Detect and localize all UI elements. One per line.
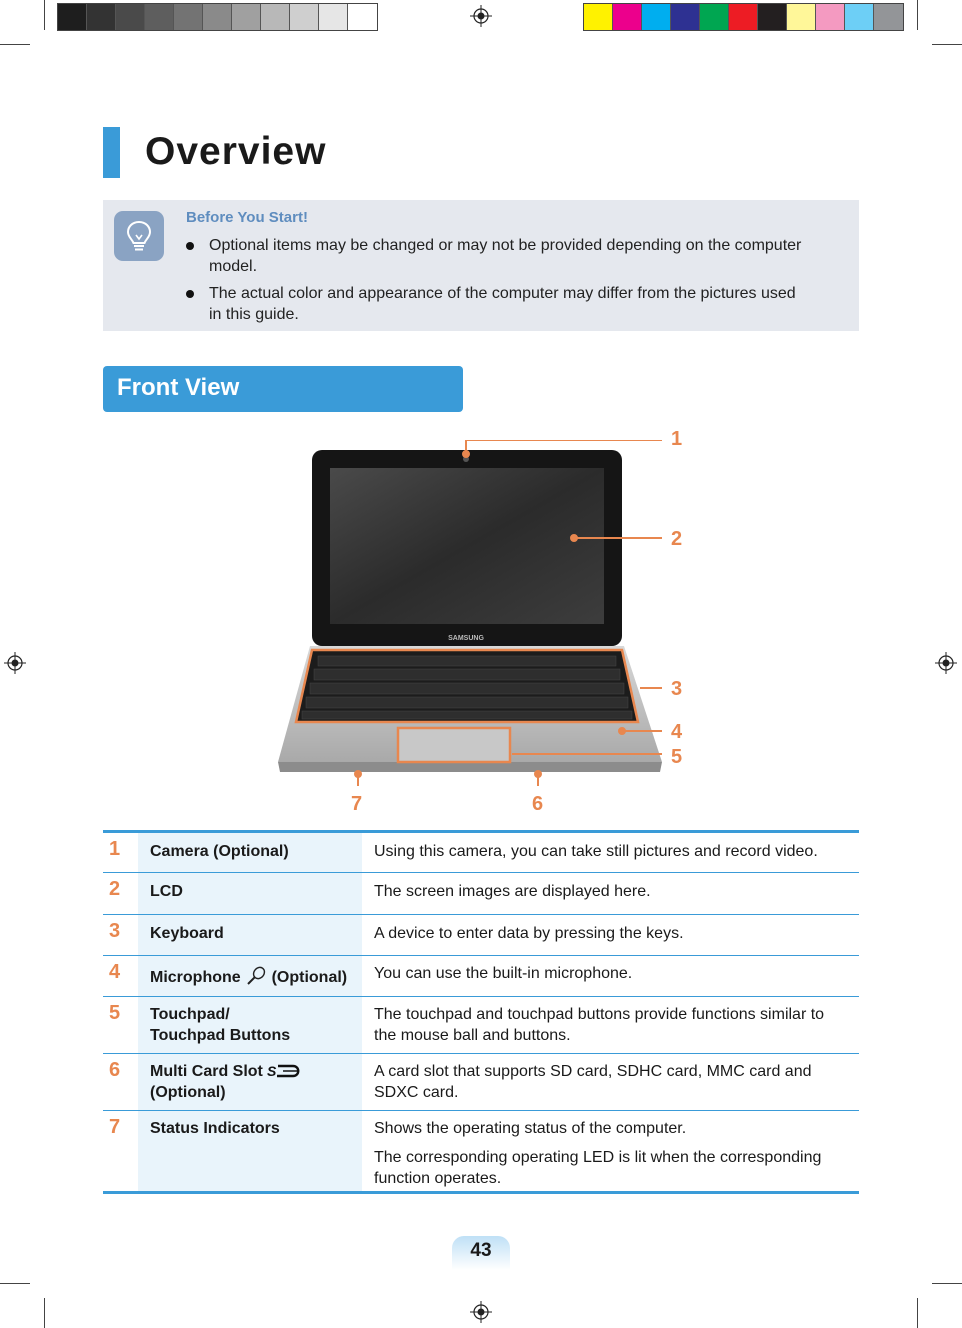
row-number: 1	[109, 838, 121, 860]
row-description: A device to enter data by pressing the keys.	[374, 925, 684, 942]
crop-mark	[932, 1283, 962, 1284]
process-color-bar	[583, 3, 904, 31]
component-name: Camera (Optional)	[150, 843, 289, 860]
row-description	[374, 1061, 856, 1103]
crop-mark	[44, 1298, 45, 1328]
table-row	[103, 1054, 859, 1111]
component-name-text: Microphone	[150, 969, 241, 986]
crop-mark	[932, 44, 962, 45]
crop-mark	[0, 44, 30, 45]
callout-number: 5	[671, 746, 683, 768]
table-row	[103, 956, 859, 997]
touchpad	[398, 728, 510, 762]
callout-number: 7	[351, 793, 363, 815]
microphone-icon	[245, 966, 267, 986]
table-row	[103, 873, 859, 915]
note-heading: Before You Start!	[186, 209, 308, 226]
crop-mark	[0, 1283, 30, 1284]
callout-number: 6	[532, 793, 544, 815]
callout-number: 1	[671, 428, 683, 450]
note-item-line: in this guide.	[209, 306, 299, 323]
brand-logo: SAMSUNG	[448, 635, 484, 642]
table-bottom-rule	[103, 1191, 859, 1194]
component-name: Touchpad/	[150, 1006, 230, 1023]
row-label-cell	[138, 833, 362, 873]
section-title: Front View	[117, 374, 240, 401]
crop-mark	[917, 1298, 918, 1328]
bullet-icon	[186, 242, 194, 250]
table-row	[103, 915, 859, 956]
description-line: SDXC card.	[374, 1084, 459, 1101]
svg-text:S: S	[267, 1064, 277, 1078]
row-label-cell	[138, 915, 362, 956]
row-description: Using this camera, you can take still pictures and record video.	[374, 843, 818, 860]
grayscale-color-bar	[57, 3, 378, 31]
component-name-text: Multi Card Slot	[150, 1063, 263, 1080]
row-number: 3	[109, 920, 121, 942]
row-number: 2	[109, 878, 121, 900]
row-number: 6	[109, 1059, 121, 1081]
table-row	[103, 1111, 859, 1191]
crop-mark	[44, 0, 45, 30]
row-label-cell	[138, 997, 362, 1054]
row-number: 7	[109, 1116, 121, 1138]
component-name-suffix: (Optional)	[271, 969, 348, 986]
crop-mark	[917, 0, 918, 30]
description-line: The corresponding operating LED is lit when the corresponding	[374, 1149, 822, 1166]
row-description: You can use the built-in microphone.	[374, 965, 633, 982]
description-line: Shows the operating status of the computer.	[374, 1120, 687, 1137]
row-description	[374, 1004, 856, 1046]
row-number: 5	[109, 1002, 121, 1024]
component-name: Keyboard	[150, 925, 224, 942]
registration-mark-icon	[470, 5, 492, 27]
table-row	[103, 997, 859, 1054]
component-name: Status Indicators	[150, 1120, 280, 1137]
row-description: The screen images are displayed here.	[374, 883, 651, 900]
table-row	[103, 833, 859, 873]
description-line: A card slot that supports SD card, SDHC card, MMC card and	[374, 1063, 812, 1080]
note-item-line: The actual color and appearance of the computer may differ from the pictures used	[209, 285, 796, 302]
component-name	[150, 1061, 301, 1082]
page-number: 43	[470, 1240, 492, 1261]
title-accent-bar	[103, 127, 120, 178]
description-line: the mouse ball and buttons.	[374, 1027, 571, 1044]
callout-number: 4	[671, 721, 683, 743]
note-item-line: model.	[209, 258, 258, 275]
component-name: LCD	[150, 883, 183, 900]
callout-number: 3	[671, 678, 683, 700]
component-name	[150, 966, 347, 988]
registration-mark-icon	[470, 1301, 492, 1323]
row-label-cell	[138, 1054, 362, 1111]
registration-mark-icon	[935, 652, 957, 674]
component-name: Touchpad Buttons	[150, 1027, 291, 1044]
row-label-cell	[138, 1111, 362, 1191]
row-number: 4	[109, 961, 121, 983]
sd-card-icon	[267, 1064, 301, 1078]
note-item	[186, 235, 846, 277]
component-name: (Optional)	[150, 1084, 226, 1101]
lightbulb-icon	[114, 211, 164, 261]
note-item-line: Optional items may be changed or may not be provided depending on the computer	[209, 237, 802, 254]
laptop-front-view-illustration	[270, 440, 670, 790]
row-label-cell	[138, 873, 362, 915]
description-line: function operates.	[374, 1170, 502, 1187]
row-description	[374, 1118, 856, 1189]
bullet-icon	[186, 290, 194, 298]
row-label-cell	[138, 956, 362, 997]
callout-number: 2	[671, 528, 683, 550]
page-title: Overview	[145, 130, 327, 173]
description-line: The touchpad and touchpad buttons provide functions similar to	[374, 1006, 825, 1023]
lcd-screen	[330, 468, 604, 624]
registration-mark-icon	[4, 652, 26, 674]
note-item	[186, 283, 846, 325]
